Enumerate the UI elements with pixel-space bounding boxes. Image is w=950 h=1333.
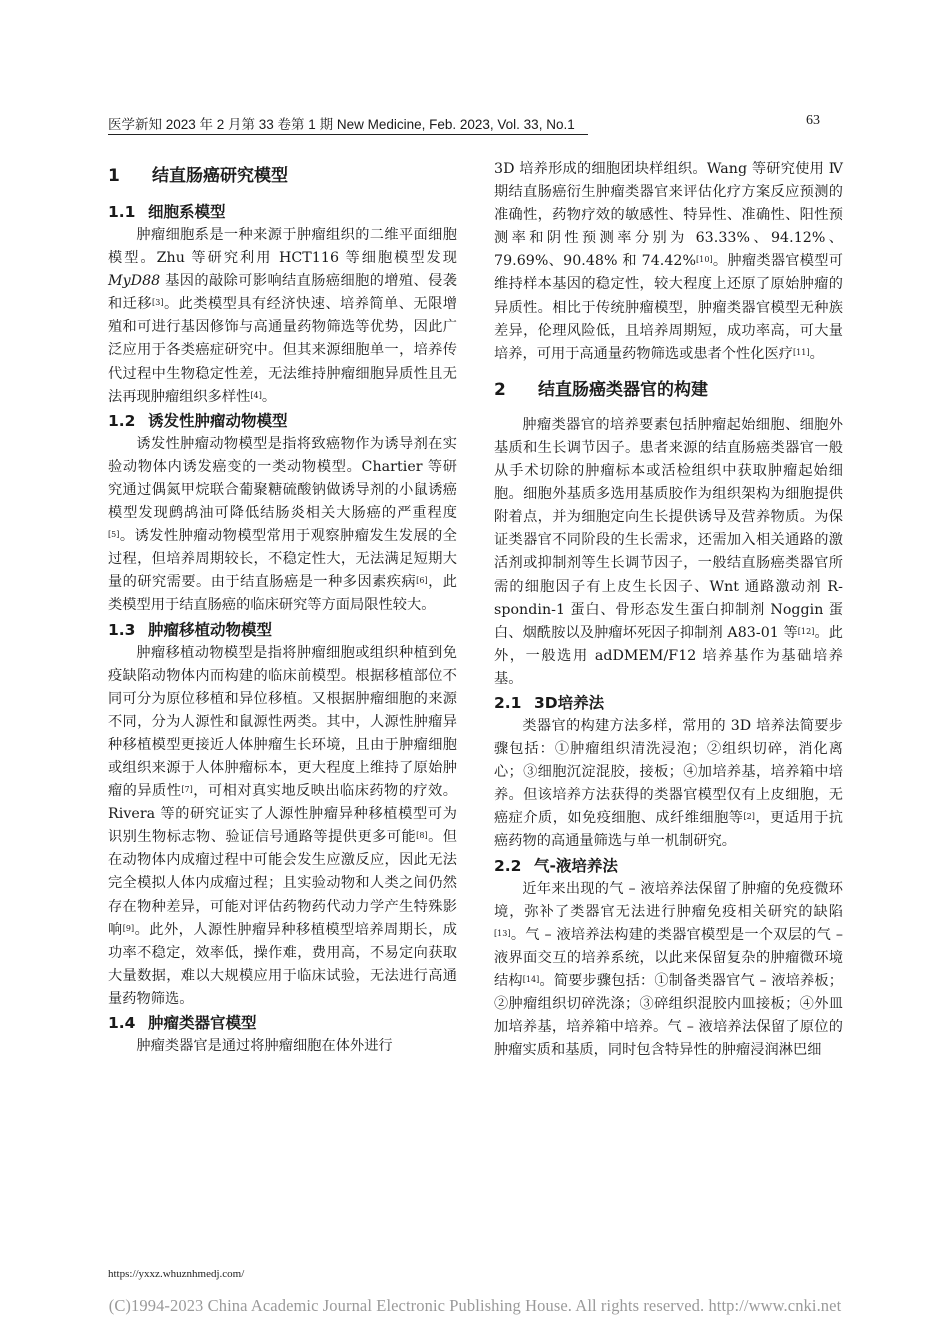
- subsection-heading: 2.1 3D培养法: [494, 693, 605, 712]
- citation[interactable]: [13]: [494, 928, 511, 938]
- subsection-heading: 1.2 诱发性肿瘤动物模型: [108, 411, 288, 430]
- subsection-heading: 1.1 细胞系模型: [108, 203, 226, 221]
- citation[interactable]: [6]: [416, 576, 428, 586]
- copyright-notice: (C)1994-2023 China Academic Journal Electronic Publishing House. All rights reserved. http://www.cnki.net: [108, 1296, 842, 1315]
- subsection-heading: 2.2 气-液培养法: [494, 856, 618, 875]
- paragraph: 肿瘤类器官的培养要素包括肿瘤起始细胞、细胞外基质和生长调节因子。患者来源的结直肠癌类器官一般从手术切除的肿瘤标本或活检组织中获取肿瘤起始细胞。细胞外基质多选用基质胶作为组织架构为细胞提供附着点，并为细胞定向生长提供诱导及营养物质。为保证类器官不同阶段的生长需求，还需加入相关通路的激活剂或抑制剂等生长调节因子，一般结直肠癌类器官所需的细胞因子有上皮生长因子、Wnt 通路激动剂 R-spondin-1 蛋白、骨形态发生蛋白抑制剂 Noggin 蛋白、烟酰胺以及肿瘤坏死因子抑制剂 A83-01 等[12]。此外，一般选用 adDMEM/F12 培养基作为基础培养基。: [494, 416, 843, 687]
- section-heading: 2 结直肠癌类器官的构建: [494, 379, 708, 400]
- gene-name: MyD88: [108, 273, 161, 290]
- journal-citation: 医学新知 2023 年 2 月第 33 卷第 1 期 New Medicine, Feb. 2023, Vol. 33, No.1: [108, 117, 575, 132]
- citation[interactable]: [7]: [181, 785, 193, 795]
- citation[interactable]: [3]: [152, 298, 164, 308]
- citation[interactable]: [14]: [522, 974, 540, 984]
- subsection-heading: 1.3 肿瘤移植动物模型: [108, 620, 273, 639]
- citation[interactable]: [8]: [416, 831, 428, 841]
- citation[interactable]: [9]: [122, 923, 135, 933]
- paragraph: 肿瘤细胞系是一种来源于肿瘤组织的二维平面细胞模型。Zhu 等研究利用 HCT116 等细胞模型发现 MyD88 基因的敲除可影响结直肠癌细胞的增殖、侵袭和迁移[3]。此类模型具有经济快速、培养简单、无限增殖和可进行基因修饰与高通量药物筛选等优势，因此广泛应用于各类癌症研究中。但其来源细胞单一，培养传代过程中生物稳定性差，无法维持肿瘤细胞异质性且无法再现肿瘤组织多样性[4]。: [108, 227, 457, 405]
- header-rule: [108, 134, 588, 135]
- paragraph: 肿瘤类器官是通过将肿瘤细胞在体外进行: [136, 1038, 393, 1054]
- left-column: [108, 158, 457, 1058]
- journal-url[interactable]: https://yxxz.whuznhmedj.com/: [108, 1268, 245, 1280]
- citation[interactable]: [11]: [793, 347, 810, 357]
- running-header: [108, 113, 838, 135]
- paragraph: 类器官的构建方法多样，常用的 3D 培养法简要步骤包括：①肿瘤组织清洗浸泡；②组织切碎，消化离心；③细胞沉淀混胶，接板；④加培养基，培养箱中培养。但该培养方法获得的类器官模型仅有上皮细胞，无癌症介质，如免疫细胞、成纤维细胞等[2]，更适用于抗癌药物的高通量筛选与单一机制研究。: [494, 717, 843, 850]
- section-heading: 1 结直肠癌研究模型: [108, 166, 288, 186]
- subsection-heading: 1.4 肿瘤类器官模型: [108, 1014, 257, 1032]
- paragraph: 肿瘤移植动物模型是指将肿瘤细胞或组织种植到免疫缺陷动物体内而构建的临床前模型。根据移植部位不同可分为原位移植和异位移植。又根据肿瘤细胞的来源不同，分为人源性和鼠源性两类。其中，人源性肿瘤异种移植模型更接近人体肿瘤生长环境，且由于肿瘤细胞或组织来源于人体肿瘤标本，更大程度上维持了原始肿瘤的异质性[7]，可相对真实地反映出临床药物的疗效。Rivera 等的研究证实了人源性肿瘤异种移植模型可为识别生物标志物、验证信号通路等提供更多可能[8]。但在动物体内成瘤过程中可能会发生应激反应，因此无法完全模拟人体内成瘤过程；且实验动物和人类之间仍然存在物种差异，可能对评估药物药代动力学产生特殊影响[9]。此外，人源性肿瘤异种移植模型培养周期长，成功率不稳定，效率低，操作难，费用高，不易定向获取大量数据，难以大规模应用于临床试验，无法进行高通量药物筛选。: [108, 644, 457, 1007]
- citation[interactable]: [4]: [250, 390, 262, 400]
- citation[interactable]: [12]: [797, 626, 815, 636]
- paragraph: 诱发性肿瘤动物模型是指将致癌物作为诱导剂在实验动物体内诱发癌变的一类动物模型。Chartier 等研究通过偶氮甲烷联合葡聚糖硫酸钠做诱导剂的小鼠诱癌模型发现鹧鸪油可降低结肠炎相关大肠癌的严重程度[5]。诱发性肿瘤动物模型常用于观察肿瘤发生发展的全过程，但培养周期较长，不稳定性大，无法满足短期大量的研究需要。由于结直肠癌是一种多因素疾病[6]，此类模型用于结直肠癌的临床研究等方面局限性较大。: [108, 435, 457, 614]
- paragraph: 3D 培养形成的细胞团块样组织。Wang 等研究使用 Ⅳ 期结直肠癌衍生肿瘤类器官来评估化疗方案反应预测的准确性，药物疗效的敏感性、特异性、准确性、阳性预测率和阴性预测率分别为 63.33%、94.12%、79.69%、90.48% 和 74.42%[10]。肿瘤类器官模型可维持样本基因的稳定性，较大程度上还原了原始肿瘤的异质性。相比于传统肿瘤模型，肿瘤类器官模型无种族差异，伦理风险低，且培养周期短，成功率高，可大量培养，可用于高通量药物筛选或患者个性化医疗[11]。: [494, 161, 843, 362]
- citation[interactable]: [5]: [108, 530, 120, 540]
- right-column: [494, 158, 843, 1062]
- citation[interactable]: [10]: [696, 255, 713, 265]
- citation[interactable]: [2]: [743, 812, 755, 822]
- page-number: 63: [806, 113, 820, 128]
- paragraph: 近年来出现的气 – 液培养法保留了肿瘤的免疫微环境，弥补了类器官无法进行肿瘤免疫相关研究的缺陷[13]。气 – 液培养法构建的类器官模型是一个双层的气 – 液界面交互的培养系统，以此来保留复杂的肿瘤微环境结构[14]。简要步骤包括：①制备类器官气 – 液培养板；②肿瘤组织切碎洗涤；③碎组织混胶内皿接板；④外皿加培养基，培养箱中培养。气 – 液培养法保留了原位的肿瘤实质和基质，同时包含特异性的肿瘤浸润淋巴细: [494, 880, 843, 1059]
